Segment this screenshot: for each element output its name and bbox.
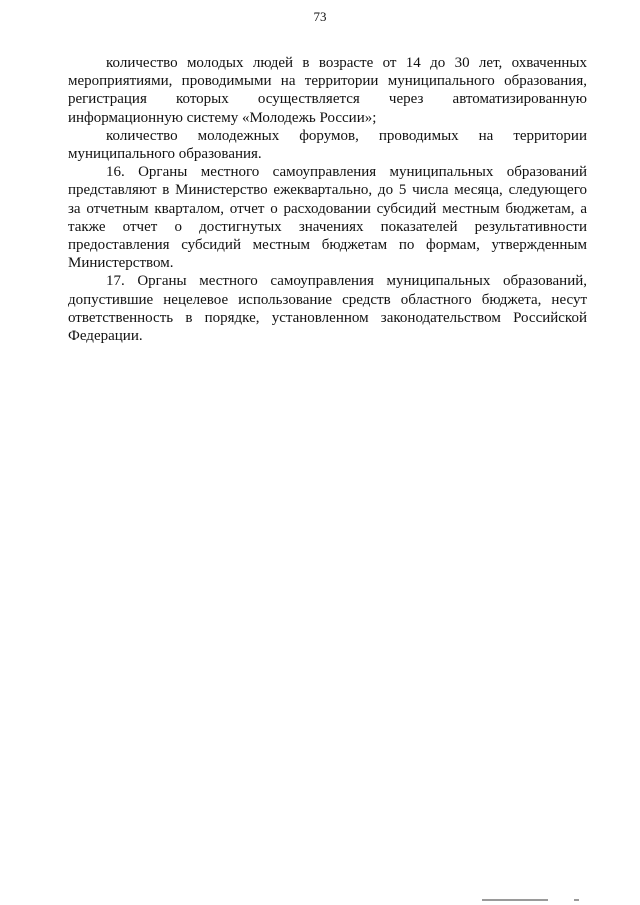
paragraph-youth-forums: количество молодежных форумов, проводимых на территории муниципального образования.	[68, 127, 587, 163]
page-number: 73	[313, 9, 327, 24]
paragraph-youth-count: количество молодых людей в возрасте от 14 до 30 лет, охваченных мероприятиями, проводимыми на территории муниципального образования, регистрация которых осуществляется через автоматизированную информационную систему «Молодежь России»;	[68, 55, 587, 126]
paragraph-clause-17: 17. Органы местного самоуправления муниципальных образований, допустившие нецелевое использование средств областного бюджета, несут ответственность в порядке, установленном законодательством Российской Федерации.	[68, 273, 587, 345]
document-body	[68, 54, 587, 345]
scan-artifact-line	[482, 899, 548, 901]
scan-artifact-dot	[574, 899, 579, 901]
paragraph-clause-16: 16. Органы местного самоуправления муниципальных образований представляют в Министерство ежеквартально, до 5 числа месяца, следующего за отчетным кварталом, отчет о расходовании субсидий местным бюджетам, а также отчет о достигнутых значениях показателей результативности предоставления субсидий местным бюджетам по формам, утвержденным Министерством.	[68, 164, 587, 272]
